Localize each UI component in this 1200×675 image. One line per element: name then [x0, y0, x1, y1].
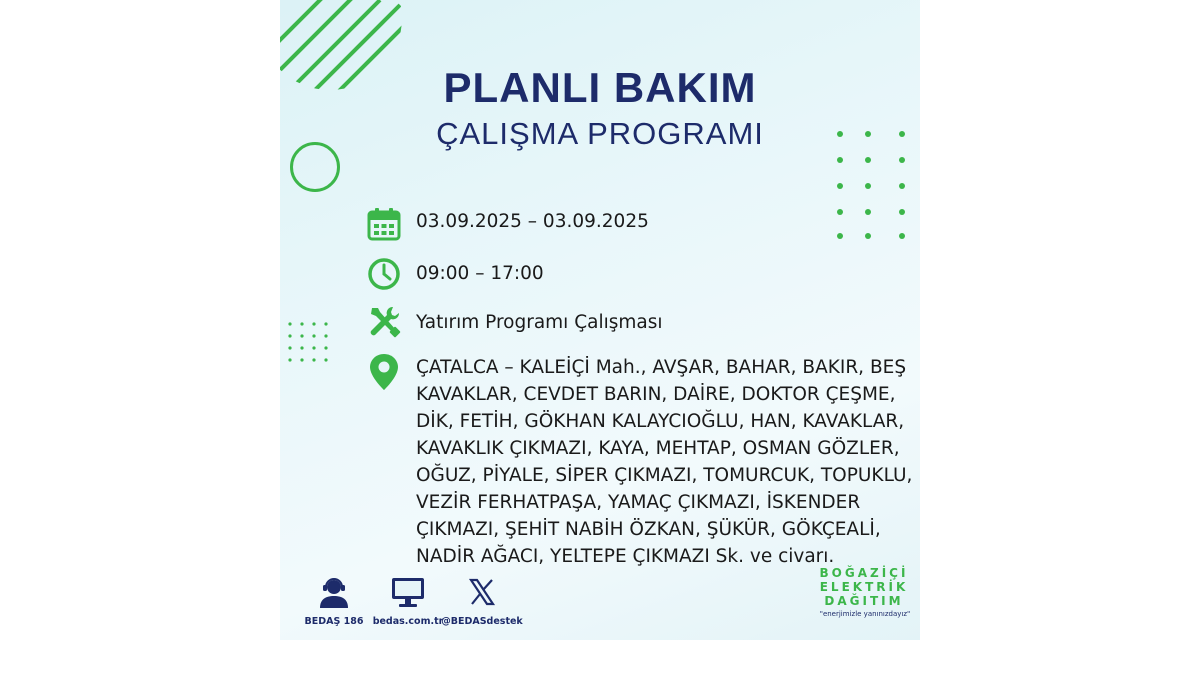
tools-icon — [366, 304, 402, 340]
location-list: ÇATALCA – KALEİÇİ Mah., AVŞAR, BAHAR, BAKIR, BEŞ KAVAKLAR, CEVDET BARIN, DAİRE, DOKTOR ÇEŞME, DİK, FETİH, GÖKHAN KALAYCIOĞLU, HAN, KAVAKLAR, KAVAKLIK ÇIKMAZI, KAYA, MEHTAP, OSMAN GÖZLER, OĞUZ, PİYALE, SİPER ÇIKMAZI, TOMURCUK, TOPUKLU, VEZİR FERHATPAŞA, YAMAÇ ÇIKMAZI, İSKENDER ÇIKMAZI, ŞEHİT NABİH ÖZKAN, ŞÜKÜR, GÖKÇEALİ, NADİR AĞACI, YELTEPE ÇIKMAZI Sk. ve civarı. — [416, 357, 913, 567]
social-label: @BEDASdestek — [441, 616, 523, 627]
x-logo-icon — [464, 576, 500, 608]
announcement-card — [280, 0, 920, 640]
brand-line-3: DAĞITIM — [824, 594, 904, 608]
brand-line-1: BOĞAZİÇİ — [819, 566, 909, 580]
date-range: 03.09.2025 – 03.09.2025 — [416, 211, 649, 232]
clock-icon — [366, 256, 402, 292]
map-pin-icon — [366, 352, 402, 392]
decorative-dots-left — [286, 320, 336, 370]
page-subtitle: ÇALIŞMA PROGRAMI — [436, 116, 764, 151]
brand-tagline: "enerjimizle yanınızdayız" — [819, 610, 911, 618]
page-title: PLANLI BAKIM — [443, 64, 757, 111]
web-label: bedas.com.tr — [372, 616, 444, 627]
headset-agent-icon — [316, 576, 352, 608]
time-range: 09:00 – 17:00 — [416, 263, 544, 284]
brand-line-2: ELEKTRİK — [819, 580, 909, 594]
brand-logo — [816, 566, 912, 608]
monitor-icon — [390, 576, 426, 608]
phone-label: BEDAŞ 186 — [304, 616, 364, 627]
work-type: Yatırım Programı Çalışması — [416, 312, 663, 333]
calendar-icon — [366, 206, 402, 242]
